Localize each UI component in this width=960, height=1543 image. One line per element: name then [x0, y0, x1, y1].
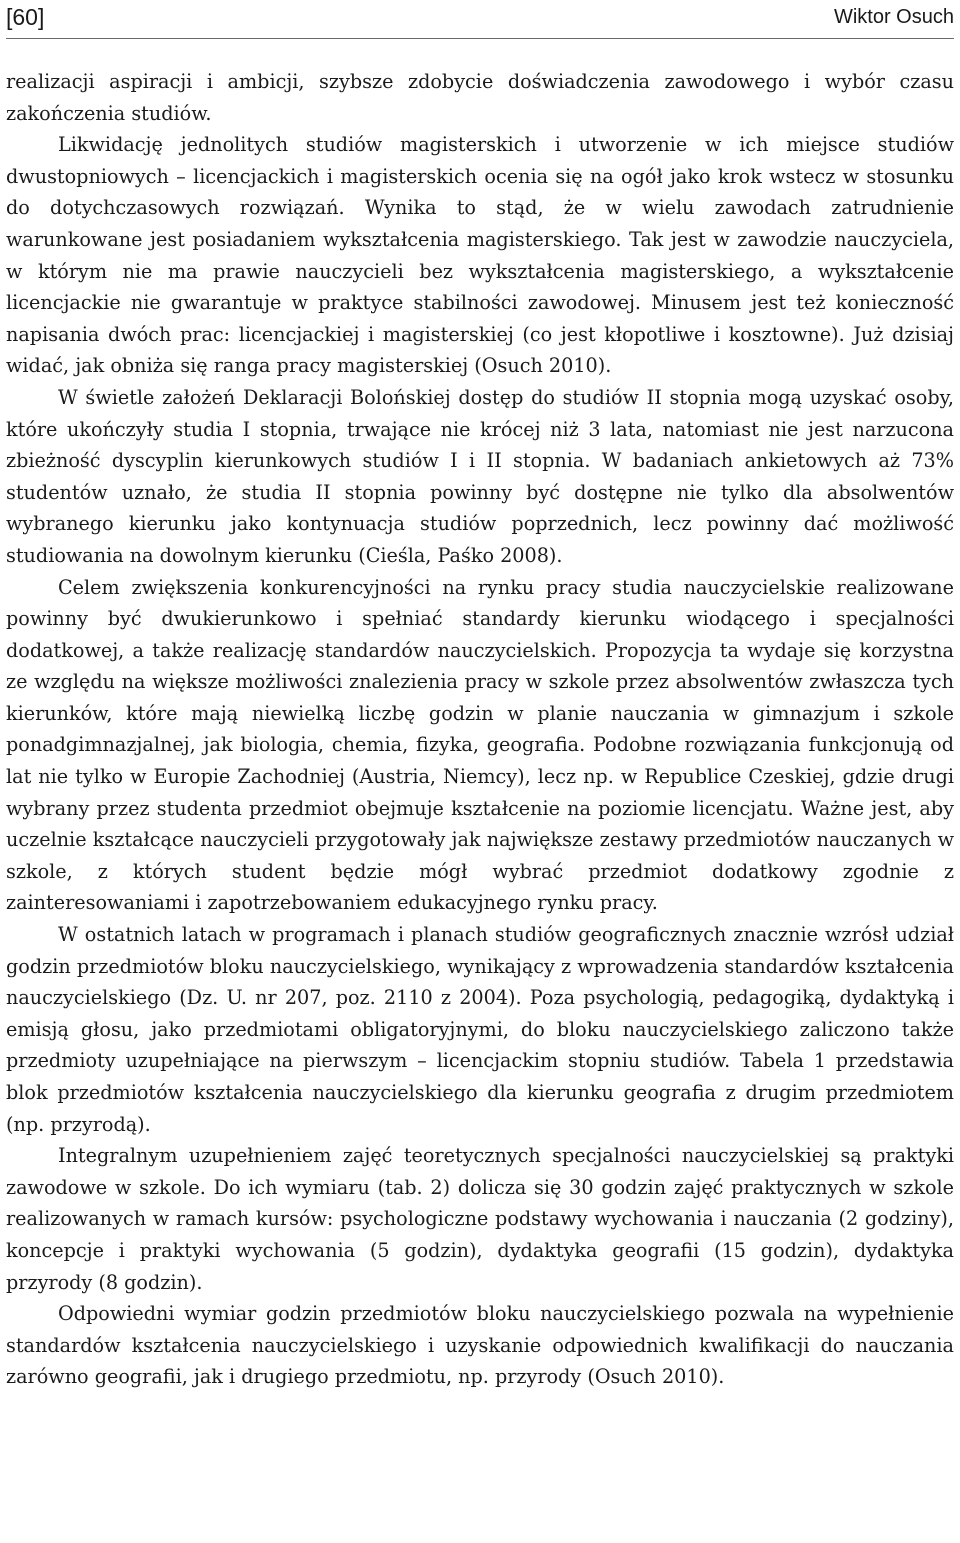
body-text — [6, 66, 954, 1393]
header-rule — [6, 38, 954, 39]
paragraph: Integralnym uzupełnieniem zajęć teoretycznych specjalności nauczycielskiej są praktyki zawodowe w szkole. Do ich wymiaru (tab. 2) dolicza się 30 godzin zajęć praktycznych w szkole realizowanych w ramach kursów: psychologiczne podstawy wychowania i nauczania (2 godziny), koncepcje i praktyki wychowania (5 godzin), dydaktyka geografii (15 godzin), dydaktyka przyrody (8 godzin). — [6, 1144, 954, 1294]
paragraph: Likwidację jednolitych studiów magisterskich i utworzenie w ich miejsce studiów dwustopniowych – licencjackich i magisterskich ocenia się na ogół jako krok wstecz w stosunku do dotychczasowych rozwiązań. Wynika to stąd, że w wielu zawodach zatrudnienie warunkowane jest posiadaniem wykształcenia magisterskiego. Tak jest w zawodzie nauczyciela, w którym nie ma prawie nauczycieli bez wykształcenia magisterskiego, a wykształcenie licencjackie nie gwarantuje w praktyce stabilności zawodowej. Minusem jest też konieczność napisania dwóch prac: licencjackiej i magisterskiej (co jest kłopotliwe i kosztowne). Już dzisiaj widać, jak obniża się ranga pracy magisterskiej (Osuch 2010). — [6, 133, 954, 378]
paragraph: W ostatnich latach w programach i planach studiów geograficznych znacznie wzrósł udział godzin przedmiotów bloku nauczycielskiego, wynikający z wprowadzenia standardów kształcenia nauczycielskiego (Dz. U. nr 207, poz. 2110 z 2004). Poza psychologią, pedagogiką, dydaktyką i emisją głosu, jako przedmiotami obligatoryjnymi, do bloku nauczycielskiego zaliczono także przedmioty uzupełniające na pierwszym – licencjackim stopniu studiów. Tabela 1 przedstawia blok przedmiotów kształcenia nauczycielskiego dla kierunku geografia z drugim przedmiotem (np. przyrodą). — [6, 923, 954, 1136]
page-number: [60] — [6, 4, 45, 30]
running-header — [6, 0, 954, 52]
paragraph-continued: realizacji aspiracji i ambicji, szybsze zdobycie doświadczenia zawodowego i wybór czasu zakończenia studiów. — [6, 70, 954, 125]
paragraph: Odpowiedni wymiar godzin przedmiotów bloku nauczycielskiego pozwala na wypełnienie standardów kształcenia nauczycielskiego i uzyskanie odpowiednich kwalifikacji do nauczania zarówno geografii, jak i drugiego przedmiotu, np. przyrody (Osuch 2010). — [6, 1302, 954, 1389]
author-name: Wiktor Osuch — [833, 6, 954, 28]
paragraph: Celem zwiększenia konkurencyjności na rynku pracy studia nauczycielskie realizowane powinny być dwukierunkowo i spełniać standardy kierunku wiodącego i specjalności dodatkowej, a także realizację standardów nauczycielskich. Propozycja ta wydaje się korzystna ze względu na większe możliwości znalezienia pracy w szkole przez absolwentów zwłaszcza tych kierunków, które mają niewielką liczbę godzin w planie nauczania w gimnazjum i szkole ponadgimnazjalnej, jak biologia, chemia, fizyka, geografia. Podobne rozwiązania funkcjonują od lat nie tylko w Europie Zachodniej (Austria, Niemcy), lecz np. w Republice Czeskiej, gdzie drugi wybrany przez studenta przedmiot obejmuje kształcenie na poziomie licencjatu. Ważne jest, aby uczelnie kształcące nauczycieli przygotowały jak największe zestawy przedmiotów nauczanych w szkole, z których student będzie mógł wybrać przedmiot dodatkowy zgodnie z zainteresowaniami i zapotrzebowaniem edukacyjnego rynku pracy. — [6, 575, 954, 915]
document-page — [6, 0, 954, 1393]
paragraph: W świetle założeń Deklaracji Bolońskiej dostęp do studiów II stopnia mogą uzyskać osoby, które ukończyły studia I stopnia, trwające nie krócej niż 3 lata, natomiast nie jest narzucona zbieżność dyscyplin kierunkowych studiów I i II stopnia. W badaniach ankietowych aż 73% studentów uznało, że studia II stopnia powinny być dostępne nie tylko dla absolwentów wybranego kierunku jako kontynuacja studiów poprzednich, lecz powinny dać możliwość studiowania na dowolnym kierunku (Cieśla, Paśko 2008). — [6, 385, 954, 567]
